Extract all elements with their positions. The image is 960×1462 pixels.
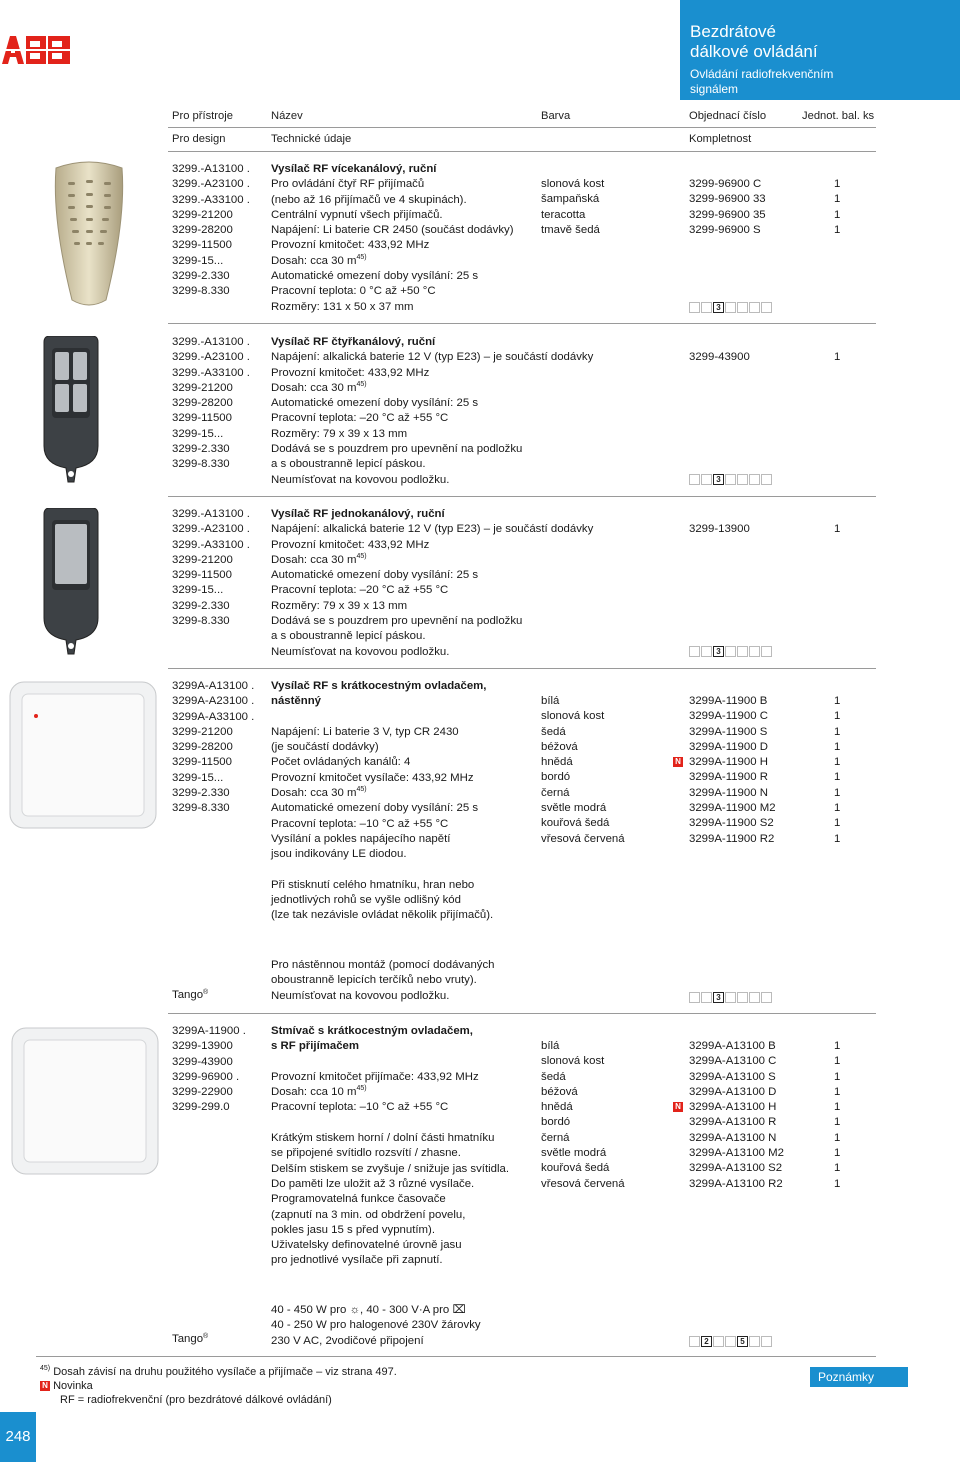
new-badge: N [673,1102,683,1112]
footnote-new: N Novinka [40,1379,93,1393]
product-image-remote-multichannel [46,160,132,308]
section-divider [168,323,876,324]
col-design: Pro design [172,133,226,145]
product-image-wall-dimmer [10,1026,160,1176]
design-label: Tango® [172,1333,209,1345]
pack-quantities: 1 1 1 1 1 1 1 1 1 1 [834,1040,841,1190]
col-name: Název [271,110,303,122]
header-rule [168,127,876,128]
pack-quantities: 1 1 1 1 [834,178,841,236]
product-title: Vysílač RF vícekanálový, ruční [271,163,437,175]
col-color: Barva [541,110,571,122]
product-description: Vysílač RF vícekanálový, ruční Pro ovládání čtyř RF přijímačů (nebo až 16 přijímačů ve 4 skupinách). Centrální vypnutí všech přijímačů. Napájení: Li baterie CR 2450 (součást dodávky) Provozní kmitočet: 433,92 MHz Dosah: cca 30 $m^{45)}$ Automatické omezení doby vysílání: 25 s Pracovní teplota: 0 °C až +50 °C Rozměry: 131 x 50 x 37 mm [271,163,514,313]
pack-quantities: 1 [834,351,841,363]
product-title: Vysílač RF s krátkocestným ovladačem, [271,680,487,692]
notes-label: Poznámky [810,1367,908,1387]
product-description: Vysílač RF čtyřkanálový, ruční Napájení: alkalická baterie 12 V (typ E23) – je součástí dodávky Provozní kmitočet: 433,92 MHz Dosah: cca 30 $m^{45)}$ Automatické omezení doby vysílání: 25 s Pracovní teplota: –20 °C až +55 °C Rozměry: 79 x 39 x 13 mm Dodává se s pouzdrem pro upevnění na podložku a s oboustranně lepicí páskou. Neumísťovat na kovovou podložku. [271,336,594,486]
page-title: Bezdrátové dálkové ovládání [690,22,818,61]
order-numbers: 3299-43900 [689,351,750,363]
header-rule [168,151,876,152]
transformer-icon: ⌧ [452,1304,466,1316]
footer-rule [36,1356,876,1357]
completeness-grid: 1 2 3 4 5 6 7 [689,302,773,311]
pack-quantities: 1 [834,523,841,535]
page-subtitle: Ovládání radiofrekvenčním signálem [690,67,834,96]
load-specs: 40 - 450 W pro ☼, 40 - 300 V·A pro ⌧ 40 - 250 W pro halogenové 230V žárovky 230 V AC, 2vodičové připojení [271,1304,481,1347]
col-devices: Pro přístroje [172,110,233,122]
completeness-grid: 1 2 3 4 5 6 7 [689,474,773,483]
product-image-wall-transmitter [8,680,158,830]
col-completeness: Kompletnost [689,133,752,145]
product-description: Vysílač RF jednokanálový, ruční Napájení: alkalická baterie 12 V (typ E23) – je součástí dodávky Provozní kmitočet: 433,92 MHz Dosah: cca 30 $m^{45)}$ Automatické omezení doby vysílání: 25 s Pracovní teplota: –20 °C až +55 °C Rozměry: 79 x 39 x 13 mm Dodává se s pouzdrem pro upevnění na podložku a s oboustranně lepicí páskou. Neumísťovat na kovovou podložku. [271,508,594,658]
product-codes: 3299A-A13100 . 3299A-A23100 . 3299A-A33100 . 3299-21200 3299-28200 3299-11500 3299-15... 3299-2.330 3299-8.330 [172,680,255,815]
order-numbers: 3299A-A13100 B 3299A-A13100 C 3299A-A13100 S 3299A-A13100 D 3299A-A13100 H 3299A-A13100 R 3299A-A13100 N 3299A-A13100 M2 3299A-A13100 S2 3299A-A13100 R2 [689,1040,784,1190]
col-tech-data: Technické údaje [271,133,352,145]
order-numbers: 3299A-11900 B 3299A-11900 C 3299A-11900 S 3299A-11900 D 3299A-11900 H 3299A-11900 R 3299A-11900 N 3299A-11900 M2 3299A-11900 S2 3299A-11900 R2 [689,695,776,845]
mounting-note: Pro nástěnnou montáž (pomocí dodávaných oboustranně lepicích terčíků nebo vruty). Neumísťovat na kovovou podložku. [271,959,495,1002]
product-description: Vysílač RF s krátkocestným ovladačem, nástěnný Napájení: Li baterie 3 V, typ CR 2430 (je součástí dodávky) Počet ovládaných kanálů: 4 Provozní kmitočet vysílače: 433,92 MHz Dosah: cca 30 $m^{45)}$ Automatické omezení doby vysílání: 25 s Pracovní teplota: –10 °C až +55 °C Vysílání a pokles napájecího napětí jsou indikovány LE diodou. Při stisknutí celého hmatníku, hran nebo jednotlivých rohů se vyšle odlišný kód (lze tak nezávisle ovládat několik přijímačů). [271,680,494,922]
product-title: Vysílač RF čtyřkanálový, ruční [271,336,436,348]
product-image-remote-4ch [40,336,102,484]
order-numbers: 3299-96900 C 3299-96900 33 3299-96900 35 3299-96900 S [689,178,766,236]
order-numbers: 3299-13900 [689,523,750,535]
section-divider [168,668,876,669]
col-order-no: Objednací číslo [689,110,767,122]
pack-quantities: 1 1 1 1 1 1 1 1 1 1 [834,695,841,845]
product-description: Stmívač s krátkocestným ovladačem, s RF přijímačem Provozní kmitočet přijímače: 433,92 MHz Dosah: cca 10 $m^{45)}$ Pracovní teplota: –10 °C až +55 °C Krátkým stiskem horní / dolní části hmatníku se připojené svítidlo rozsvítí / zhasne. Delším stiskem se zvyšuje / snižuje jas svítidla. Do paměti lze uložit až 3 různé vysílače. Programovatelná funkce časovače (zapnutí na 3 min. od obdržení povelu, pokles jasu 15 s před vypnutím). Uživatelsky definovatelné úrovně jasu pro jednotlivé vysílače při zapnutí. [271,1025,510,1267]
new-badge: N [673,757,683,767]
design-label: Tango® [172,989,209,1001]
product-codes: 3299.-A13100 . 3299.-A23100 . 3299.-A33100 . 3299-21200 3299-28200 3299-11500 3299-15... 3299-2.330 3299-8.330 [172,336,250,471]
bulb-icon: ☼ [349,1304,360,1316]
product-colors: bílá slonová kost šedá béžová hnědá bordó černá světle modrá kouřová šedá vřesová červená [541,695,625,845]
product-title: Vysílač RF jednokanálový, ruční [271,508,445,520]
product-codes: 3299A-11900 . 3299-13900 3299-43900 3299-96900 . 3299-22900 3299-299.0 [172,1025,246,1114]
product-codes: 3299.-A13100 . 3299.-A23100 . 3299.-A33100 . 3299-21200 3299-28200 3299-11500 3299-15... 3299-2.330 3299-8.330 [172,163,250,298]
section-divider [168,496,876,497]
product-colors: bílá slonová kost šedá béžová hnědá bordó černá světle modrá kouřová šedá vřesová červená [541,1040,625,1190]
col-pack-qty: Jednot. bal. ks [802,110,875,122]
section-divider [168,1013,876,1014]
footnote-45: $^{45)}$ Dosah závisí na druhu použitého vysílače a přijímače – viz strana 497. [40,1365,397,1378]
product-title: Stmívač s krátkocestným ovladačem, [271,1025,473,1037]
completeness-grid: 1 2 3 4 5 6 7 [689,992,773,1001]
abb-logo [0,36,72,64]
completeness-grid: 1 2 3 4 5 6 7 [689,1336,773,1345]
product-colors: slonová kost šampaňská teracotta tmavě šedá [541,178,605,236]
page-number: 248 [0,1412,36,1462]
product-codes: 3299.-A13100 . 3299.-A23100 . 3299.-A33100 . 3299-21200 3299-11500 3299-15... 3299-2.330 3299-8.330 [172,508,250,628]
product-image-remote-1ch [40,508,102,656]
footnote-rf: RF = radiofrekvenční (pro bezdrátové dálkové ovládání) [60,1394,332,1406]
completeness-grid: 1 2 3 4 5 6 7 [689,646,773,655]
